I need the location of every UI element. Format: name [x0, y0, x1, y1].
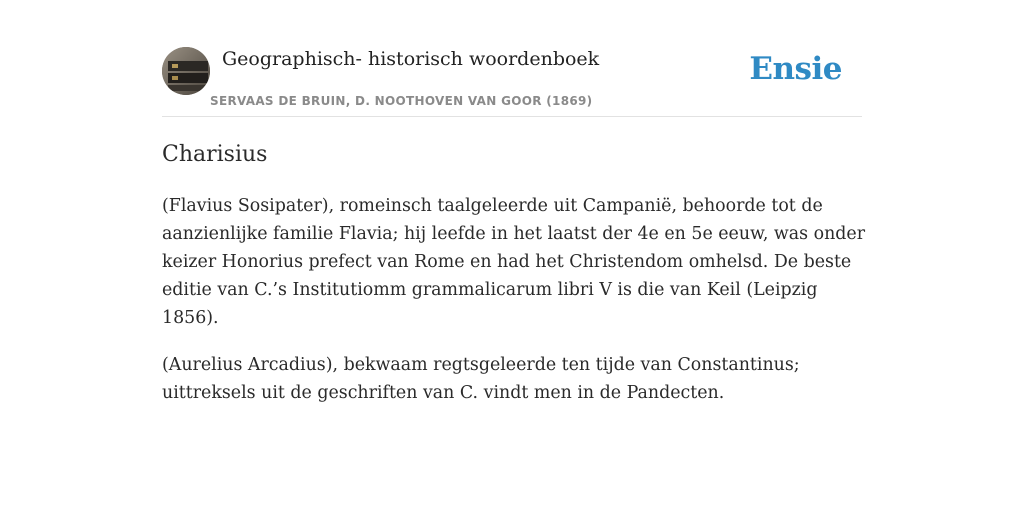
book-cover-icon: [162, 47, 210, 95]
entry-body: [162, 192, 866, 426]
page-container: [162, 0, 866, 403]
entry-title: Charisius: [162, 142, 268, 167]
entry-paragraph: (Flavius Sosipater), romeinsch taalgeleerde uit Campanië, behoorde tot de aanzienlijke familie Flavia; hij leefde in het laatst der 4e en 5e eeuw, was onder keizer Honorius prefect van Rome en had het Christendom omhelsd. De beste editie van C.’s Institutiomm grammalicarum libri V is die van Keil (Leipzig 1856).: [162, 196, 866, 328]
book-author: SERVAAS DE BRUIN, D. NOOTHOVEN VAN GOOR (1869): [210, 94, 593, 108]
ensie-logo[interactable]: Ensie: [749, 51, 842, 87]
book-cover-avatar[interactable]: [162, 47, 210, 95]
book-title[interactable]: Geographisch- historisch woordenboek: [222, 48, 600, 70]
entry-paragraph: (Aurelius Arcadius), bekwaam regtsgeleerde ten tijde van Constantinus; uittreksels uit de geschriften van C. vindt men in de Pandecten.: [162, 355, 800, 403]
entry-header: [162, 0, 862, 117]
